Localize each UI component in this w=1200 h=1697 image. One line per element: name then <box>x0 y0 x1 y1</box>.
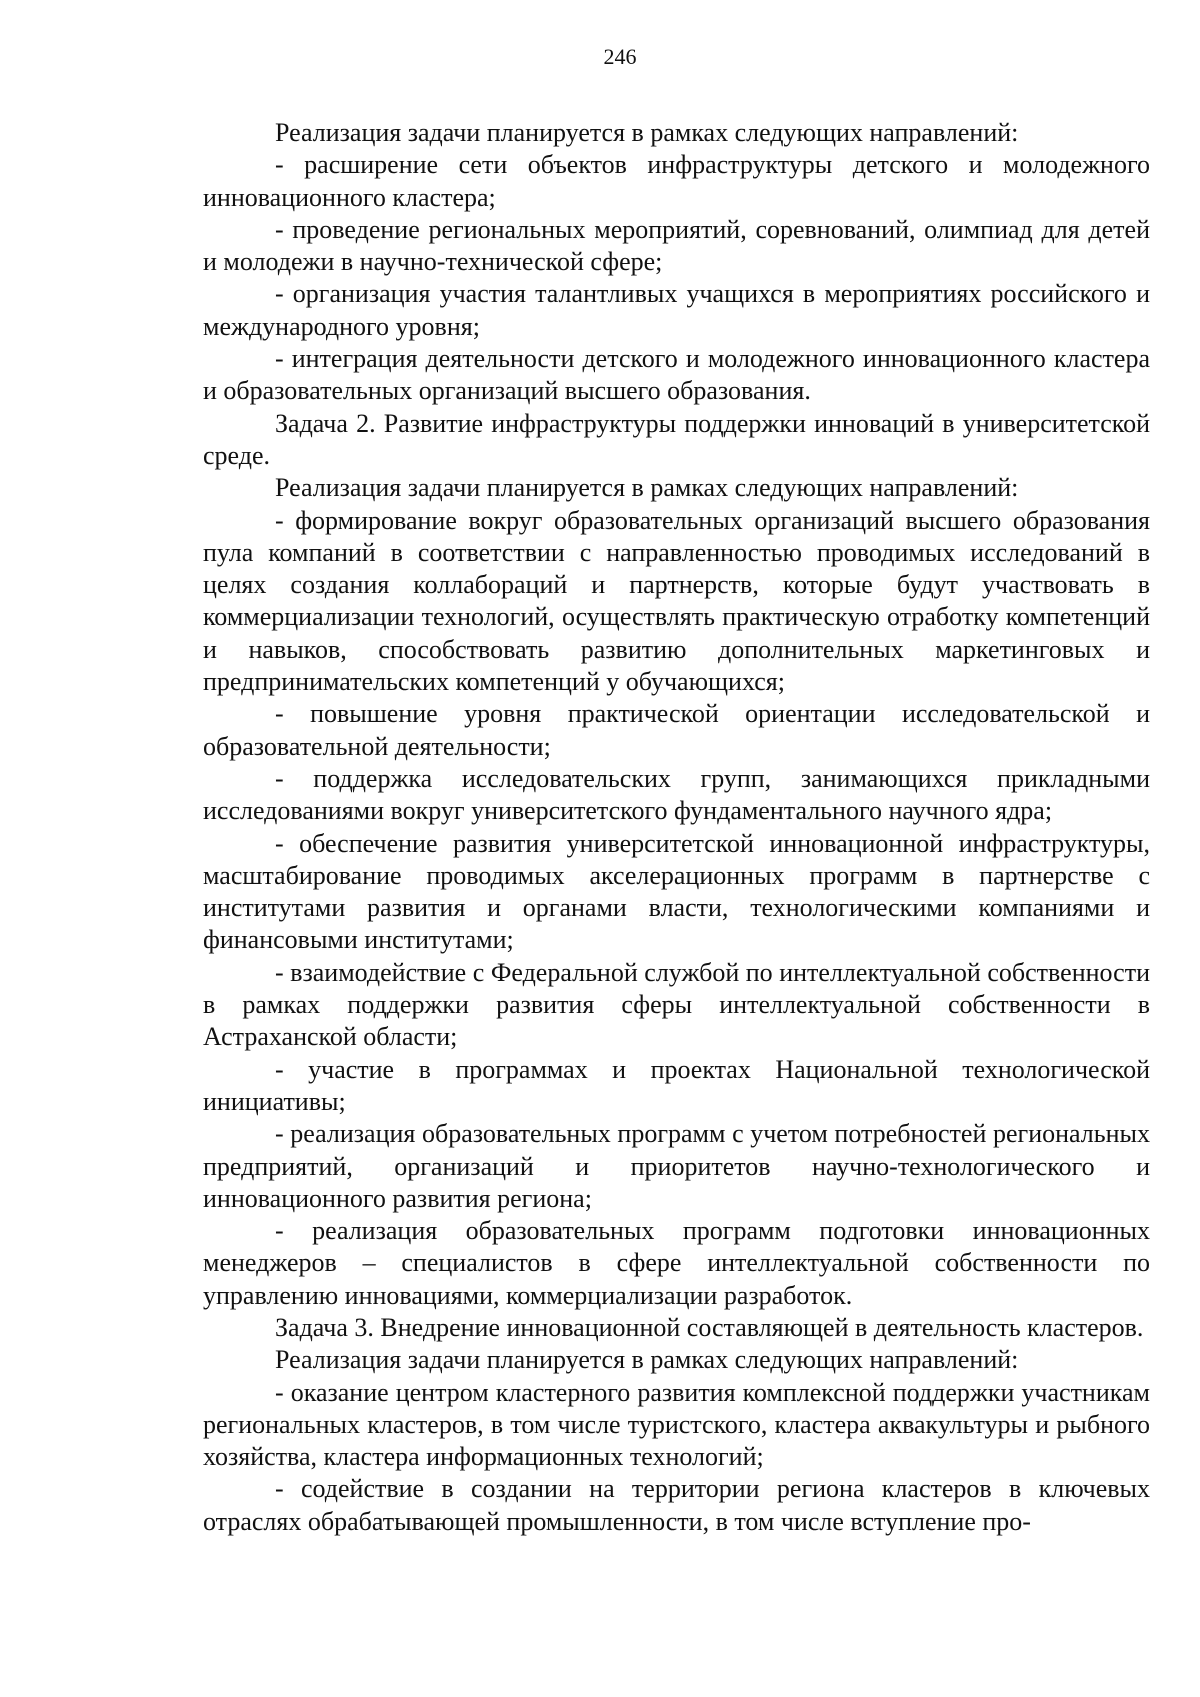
list-item-cluster-integration: - интеграция деятельности детского и молодежного инновационного кластера и образовательных организаций высшего образования. <box>203 344 1150 406</box>
task-2-heading: Задача 2. Развитие инфраструктуры поддержки инноваций в университетской среде. <box>203 408 1150 470</box>
list-item-innovation-managers: - реализация образовательных программ подготовки инновационных менеджеров – специалистов в сфере интеллектуальной собственности по управлению инновациями, коммерциализации разработок. <box>203 1216 1150 1310</box>
page-number: 246 <box>603 44 637 69</box>
paragraph-intro-task-1: Реализация задачи планируется в рамках следующих направлений: <box>275 118 1019 147</box>
list-item-cluster-creation: - содействие в создании на территории региона кластеров в ключевых отраслях обрабатывающей промышленности, в том числе вступление про- <box>203 1474 1150 1536</box>
paragraph-intro-task-3: Реализация задачи планируется в рамках следующих направлений: <box>275 1345 1019 1375</box>
list-item-network-expansion: - расширение сети объектов инфраструктуры детского и молодежного инновационного кластера; <box>203 150 1150 212</box>
list-item-practical-orientation: - повышение уровня практической ориентации исследовательской и образовательной деятельности; <box>203 699 1150 761</box>
document-body <box>203 117 1150 1538</box>
list-item-nti-programs: - участие в программах и проектах Национальной технологической инициативы; <box>203 1054 1150 1116</box>
list-item-educational-programs: - реализация образовательных программ с учетом потребностей региональных предприятий, организаций и приоритетов научно-технологического и инновационного развития региона; <box>203 1119 1150 1213</box>
list-item-company-pool: - формирование вокруг образовательных организаций высшего образования пула компаний в соответствии с направленностью проводимых исследований в целях создания коллабораций и партнерств, которые будут участвовать в коммерциализации технологий, осуществлять практическую отработку компетенций и навыков, способствовать развитию дополнительных маркетинговых и предпринимательских компетенций у обучающихся; <box>203 505 1150 697</box>
list-item-research-groups: - поддержка исследовательских групп, занимающихся прикладными исследованиями вокруг университетского фундаментального научного ядра; <box>203 763 1150 826</box>
list-item-federal-service: - взаимодействие с Федеральной службой по интеллектуальной собственности в рамках поддержки развития сферы интеллектуальной собственности в Астраханской области; <box>203 957 1150 1052</box>
paragraph-intro-task-2: Реализация задачи планируется в рамках следующих направлений: <box>275 473 1019 503</box>
list-item-regional-events: - проведение региональных мероприятий, соревнований, олимпиад для детей и молодежи в научно-технической сфере; <box>203 214 1150 277</box>
list-item-cluster-support: - оказание центром кластерного развития комплексной поддержки участникам региональных кластеров, в том числе туристского, кластера аквакультуры и рыбного хозяйства, кластера информационных технологий; <box>203 1377 1150 1472</box>
list-item-talented-students: - организация участия талантливых учащихся в мероприятиях российского и международного уровня; <box>203 279 1150 341</box>
task-3-heading: Задача 3. Внедрение инновационной составляющей в деятельность кластеров. <box>275 1312 1144 1342</box>
list-item-innovation-infrastructure: - обеспечение развития университетской инновационной инфраструктуры, масштабирование проводимых акселерационных программ в партнерстве с институтами развития и органами власти, технологическими компаниями и финансовыми институтами; <box>203 828 1150 955</box>
